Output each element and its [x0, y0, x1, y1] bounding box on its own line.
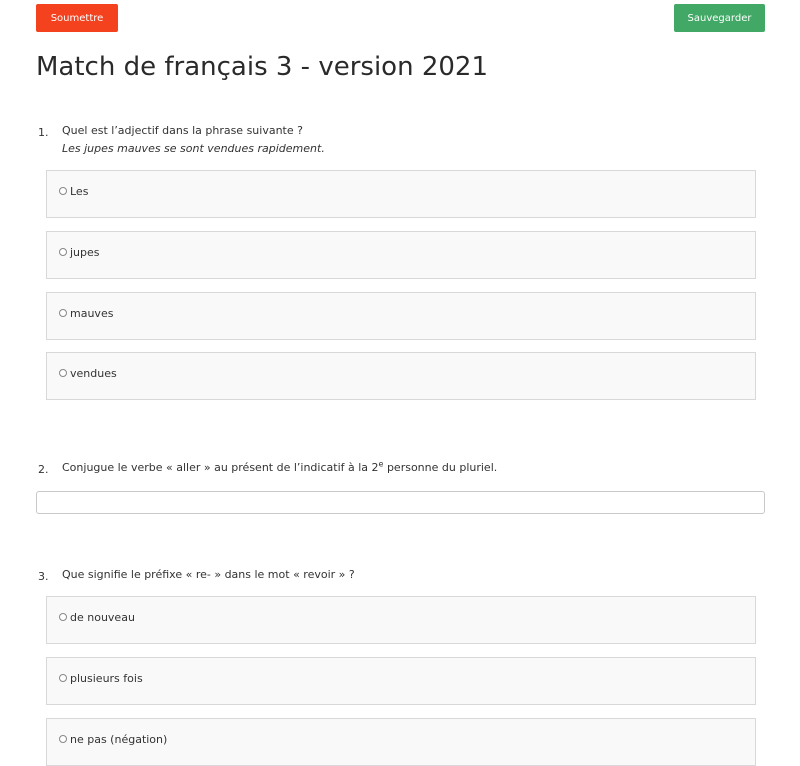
option-label: ne pas (négation) — [70, 733, 168, 746]
radio-button[interactable] — [59, 674, 67, 682]
question-3-option-de-nouveau[interactable] — [46, 596, 756, 644]
option-label: vendues — [70, 367, 117, 380]
question-3-option-ne-pas[interactable] — [46, 718, 756, 766]
radio-button[interactable] — [59, 735, 67, 743]
option-label: mauves — [70, 307, 114, 320]
question-1-sentence: Les jupes mauves se sont vendues rapidement. — [62, 142, 325, 155]
question-2-prompt-start: Conjugue le verbe « aller » au présent de l’indicatif à la 2 — [62, 461, 379, 474]
option-label: de nouveau — [70, 611, 135, 624]
radio-button[interactable] — [59, 309, 67, 317]
save-button[interactable]: Sauvegarder — [674, 4, 765, 32]
question-2-number: 2. — [38, 463, 49, 476]
question-1-option-vendues[interactable] — [46, 352, 756, 400]
radio-button[interactable] — [59, 248, 67, 256]
page-title: Match de français 3 - version 2021 — [36, 52, 488, 82]
radio-button[interactable] — [59, 613, 67, 621]
question-1-option-jupes[interactable] — [46, 231, 756, 279]
option-label: Les — [70, 185, 89, 198]
question-2-prompt-end: personne du pluriel. — [383, 461, 498, 474]
submit-button[interactable]: Soumettre — [36, 4, 118, 32]
question-3-prompt: Que signifie le préfixe « re- » dans le mot « revoir » ? — [62, 568, 355, 581]
question-2-text — [62, 459, 497, 477]
radio-button[interactable] — [59, 187, 67, 195]
question-1-prompt: Quel est l’adjectif dans la phrase suivante ? — [62, 124, 303, 137]
question-3-number: 3. — [38, 570, 49, 583]
question-1-option-mauves[interactable] — [46, 292, 756, 340]
question-1-option-les[interactable] — [46, 170, 756, 218]
question-1-text — [62, 122, 325, 158]
question-3-text — [62, 566, 355, 584]
question-2-answer-input[interactable] — [36, 491, 765, 514]
option-label: jupes — [70, 246, 100, 259]
question-2-superscript: e — [378, 459, 384, 469]
question-3-option-plusieurs-fois[interactable] — [46, 657, 756, 705]
option-label: plusieurs fois — [70, 672, 143, 685]
question-1-number: 1. — [38, 126, 49, 139]
radio-button[interactable] — [59, 369, 67, 377]
